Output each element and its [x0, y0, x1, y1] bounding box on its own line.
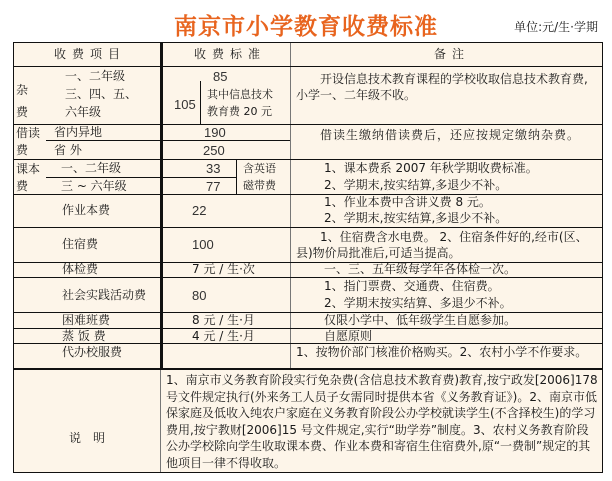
transfer-remark: 借读生缴纳借读费后，还应按规定缴纳杂费。: [320, 128, 581, 142]
header-remark: 备注: [434, 47, 471, 61]
practice-label: 社会实践活动费: [62, 288, 147, 302]
misc-fee-remark: 开设信息技术教育课程的学校收取信息技术教育费,小学一、二年级不收。: [296, 72, 588, 102]
textbook-fee-note: 含英语: [243, 162, 276, 175]
textbook-fee-note-b: 磁带费: [243, 179, 276, 192]
practice-remark-1: 1、指门票费、交通费、住宿费。: [324, 279, 500, 293]
practice-remark-2: 2、学期末按实结算、多退少不补。: [324, 296, 512, 310]
misc-grade-3456b: 六年级: [65, 105, 102, 119]
transfer-group-b: 费: [16, 143, 29, 157]
dorm-label: 住宿费: [62, 237, 99, 251]
misc-fee-note: 其中信息技术: [207, 88, 273, 101]
workbook-fee: 22: [192, 203, 207, 218]
textbook-fee-12: 33: [206, 161, 221, 176]
column-divider: [290, 43, 291, 368]
header-item: 收费项目: [54, 47, 127, 61]
physical-label: 体检费: [62, 262, 99, 276]
misc-grade-3456: 三、四、五、: [65, 87, 138, 101]
textbook-group-b: 费: [16, 179, 29, 193]
unit-label: 单位:元/生·学期: [514, 20, 598, 34]
column-divider: [160, 368, 161, 472]
header-standard: 收费标准: [194, 47, 267, 61]
uniform-remark: 1、按物价部门核准价格购买。2、农村小学不作要求。: [296, 345, 588, 359]
difficult-class-fee: 8 元 / 生·月: [192, 313, 255, 327]
steam-rice-label: 蒸 饭 费: [62, 329, 106, 343]
practice-fee: 80: [192, 288, 207, 303]
misc-fee-12: 85: [213, 69, 228, 84]
misc-fee-group: 杂费: [16, 83, 29, 119]
steam-rice-remark: 自愿原则: [324, 329, 373, 343]
column-divider: [160, 43, 163, 368]
misc-fee-note-b: 教育费 20 元: [207, 105, 272, 118]
dorm-remark: 1、住宿费含水电费。 2、住宿条件好的,经市(区、县)物价局批准后,可适当提高。: [296, 230, 588, 260]
workbook-remark-2: 2、学期末,按实结算,多退少不补。: [324, 211, 508, 225]
transfer-in-province: 省内异地: [54, 125, 103, 139]
workbook-remark-1: 1、作业本费中含讲义费 8 元。: [324, 195, 491, 209]
textbook-group-a: 课本: [16, 162, 41, 176]
dorm-fee: 100: [192, 237, 214, 252]
textbook-grade-12: 一、二年级: [61, 161, 122, 175]
notes-label: 说 明: [69, 431, 106, 445]
steam-rice-fee: 4 元 / 生·月: [192, 329, 255, 343]
textbook-remark-1: 1、课本费系 2007 年秋学期收费标准。: [324, 161, 538, 175]
transfer-fee-in: 190: [204, 125, 226, 140]
misc-grade-12: 一、二年级: [65, 69, 126, 83]
notes-text: 1、南京市义务教育阶段实行免杂费(含信息技术教育费)教育,按宁政发[2006]178 号文件规定执行(外来务工人员子女需同时提供本省《义务教育证》)。2、南京市低保家庭及低收入纯农户家庭在义务教育阶段公办学校就读学生(不含择校生)的学习费用,按宁教财[2006]15 号文件规定,实行“助学券”制度。3、农村义务教育阶段公办学校除向学生收取课本费、作业本费和寄宿生住宿费外,原“一费制”规定的其他项目一律不得收取。: [166, 373, 598, 470]
textbook-remark-2: 2、学期末,按实结算,多退少不补。: [324, 178, 508, 192]
textbook-grade-36: 三 ~ 六年级: [61, 179, 127, 193]
transfer-fee-out: 250: [203, 143, 225, 158]
physical-fee: 7 元 / 生·次: [192, 262, 255, 276]
workbook-label: 作业本费: [62, 203, 111, 217]
difficult-class-remark: 仅限小学中、低年级学生自愿参加。: [324, 313, 517, 327]
difficult-class-label: 困难班费: [62, 313, 111, 327]
transfer-group-a: 借读: [16, 126, 41, 140]
fee-table: [13, 42, 603, 473]
misc-fee-3456: 105: [174, 97, 196, 112]
physical-remark: 一、三、五年级每学年各体检一次。: [324, 262, 517, 276]
page-title: 南京市小学教育收费标准: [174, 14, 438, 40]
transfer-out-province: 省 外: [54, 143, 82, 157]
uniform-label: 代办校服费: [62, 345, 123, 359]
textbook-fee-36: 77: [206, 179, 221, 194]
